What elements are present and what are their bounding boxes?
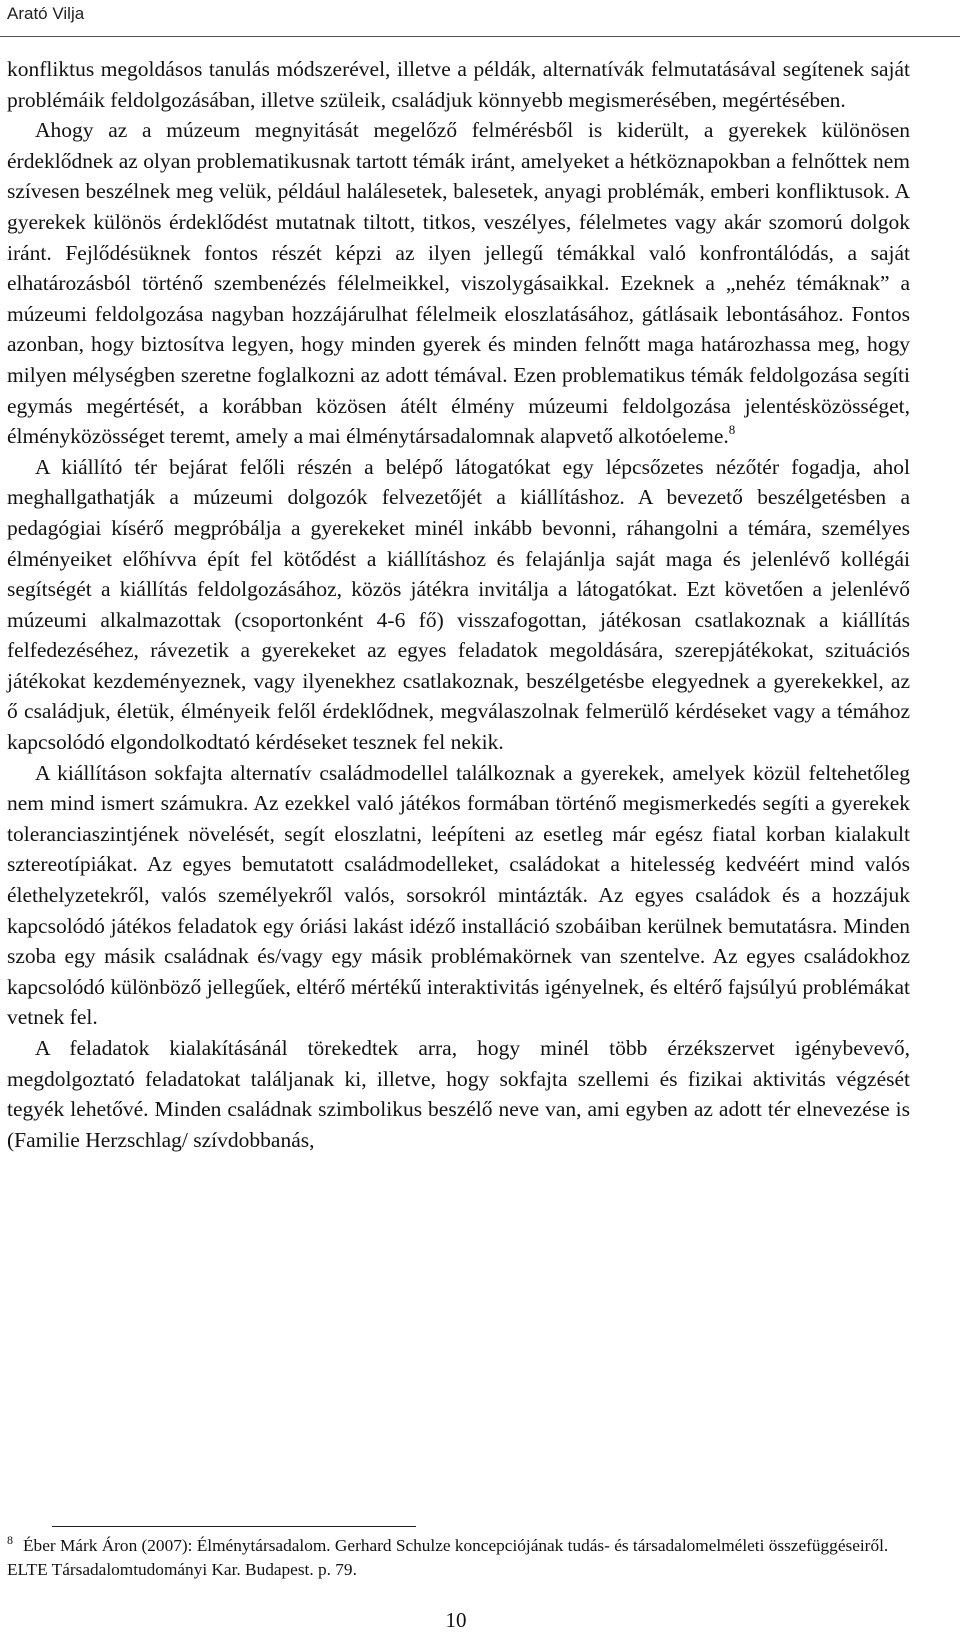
footnote-marker: 8 bbox=[7, 1533, 13, 1547]
paragraph-1: konfliktus megoldásos tanulás módszerével, illetve a példák, alternatívák felmutatásával segítenek saját problémáik feldolgozásában, illetve szüleik, családjuk könnyebb megismerésében, megértésében. bbox=[7, 57, 910, 112]
running-header-author: Arató Vilja bbox=[7, 4, 85, 23]
paragraph-5: A feladatok kialakításánál törekedtek arra, hogy minél több érzékszervet igénybevevő, megdolgoztató feladatokat találjanak ki, illetve, hogy sokfajta szellemi és fizikai aktivitás végzését tegyék lehetővé. Minden családnak szimbolikus beszélő neve van, ami egyben az adott tér elnevezése is (Familie Herzschlag/ szívdobbanás, bbox=[7, 1036, 910, 1152]
footnote-reference: 8 bbox=[728, 422, 736, 438]
paragraph-2-text: Ahogy az a múzeum megnyitását megelőző felmérésből is kiderült, a gyerekek különösen érdeklődnek az olyan problematikusnak tartott témák iránt, amelyeket a hétköznapokban a felnőttek nem szívesen beszélnek meg velük, például halálesetek, balesetek, anyagi problémák, emberi konfliktusok. A gyerekek különös érdeklődést mutatnak tiltott, titkos, veszélyes, félelmetes vagy akár szomorú dolgok iránt. Fejlődésüknek fontos részét képzi az ilyen jellegű témákkal való konfrontálódás, a saját elhatározásból történő szembenézés félelmeikkel, viszolygásaikkal. Ezeknek a „nehéz témáknak” a múzeumi feldolgozása nagyban hozzájárulhat félelmeik eloszlatásához, gátlásaik lebontásához. Fontos azonban, hogy biztosítva legyen, hogy minden gyerek és minden felnőtt maga határozhassa meg, hogy milyen mélységben szeretne foglalkozni az adott témával. Ezen problematikus témák feldolgozása segíti egymás megértését, a korábban közösen átélt élmény múzeumi feldolgozása jelentésközösséget, élményközösséget teremt, amely a mai élménytársadalomnak alapvető alkotóeleme. bbox=[7, 118, 910, 449]
page-number: 10 bbox=[445, 1608, 467, 1632]
main-text bbox=[7, 54, 910, 1155]
paragraph-2 bbox=[7, 115, 910, 452]
footnote-text: Éber Márk Áron (2007): Élménytársadalom. Gerhard Schulze koncepciójának tudás- és társadalomelméleti összefüggéseiről. ELTE Társadalomtudományi Kar. Budapest. p. 79. bbox=[7, 1536, 889, 1579]
paragraph-4: A kiállításon sokfajta alternatív családmodellel találkoznak a gyerekek, amelyek közül feltehetőleg nem mind ismert számukra. Az ezekkel való játékos formában történő megismerkedés segíti a gyerekek toleranciaszintjének növelését, segít eloszlatni, leépíteni az esetleg már egész fiatal korban kialakult sztereotípiákat. Az egyes bemutatott családmodelleket, családokat a hitelesség kedvéért mind valós élethelyzetekről, valós személyekről valós, sorsokról mintázták. Az egyes családok és a hozzájuk kapcsolódó játékos feladatok egy óriási lakást idéző installáció szobáiban kerülnek bemutatásra. Minden szoba egy másik családnak és/vagy egy másik problémakörnek van szentelve. Az egyes családokhoz kapcsolódó különböző jellegűek, eltérő mértékű interaktivitás igényelnek, és eltérő fajsúlyú problémákat vetnek fel. bbox=[7, 760, 910, 1030]
footnote bbox=[7, 1534, 910, 1582]
header-divider bbox=[0, 36, 960, 37]
paragraph-3: A kiállító tér bejárat felőli részén a belépő látogatókat egy lépcsőzetes nézőtér fogadja, ahol meghallgathatják a múzeumi dolgozók felvezetőjét a kiállításhoz. A bevezető beszélgetésben a pedagógiai kísérő megpróbálja a gyerekeket minél inkább bevonni, ráhangolni a témára, személyes élményeiket előhívva épít fel kötődést a kiállításhoz és felajánlja saját maga és jelenlévő kollégái segítségét a kiállítás feldolgozásához, közös játékra invitálja a látogatókat. Ezt követően a jelenlévő múzeumi alkalmazottak (csoportonként 4-6 fő) visszafogottan, játékosan csatlakoznak a kiállítás felfedezéséhez, rávezetik a gyerekeket az egyes feladatok megoldására, szerepjátékokat, szituációs játékokat kezdeményeznek, vagy ilyenekhez csatlakoznak, beszélgetésbe elegyednek a gyerekekkel, az ő családjuk, életük, élményeik felől érdeklődnek, megválaszolnak felmerülő kérdéseket vagy a témához kapcsolódó elgondolkodtató kérdéseket tesznek fel nekik. bbox=[7, 454, 910, 755]
footnote-separator bbox=[52, 1526, 416, 1527]
